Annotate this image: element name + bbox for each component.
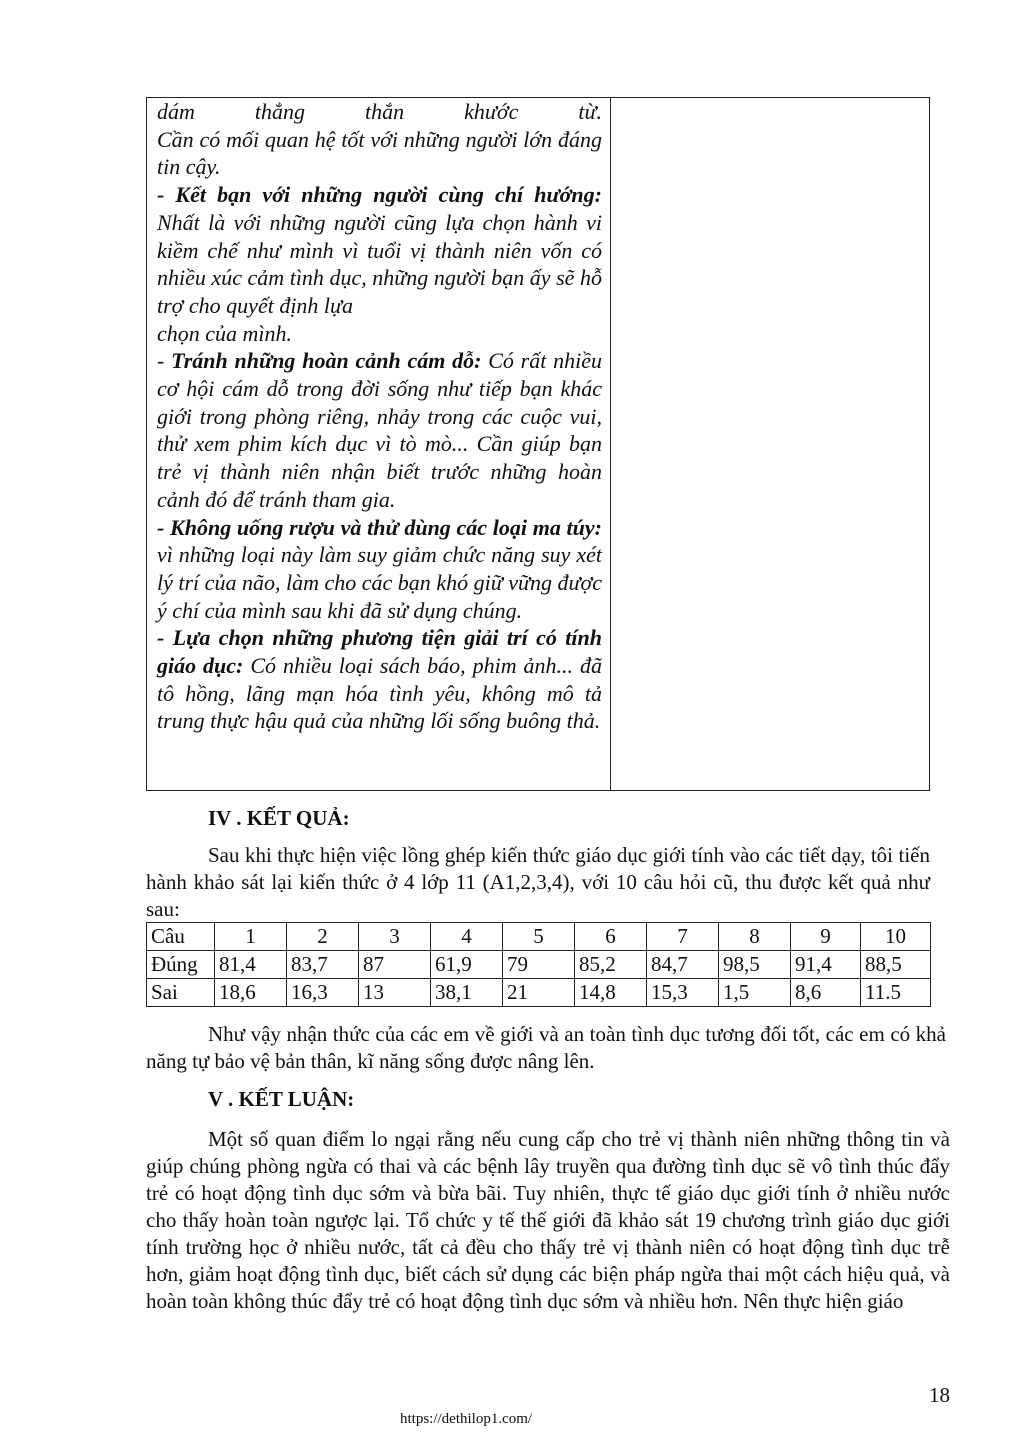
box-paragraph [157,320,602,348]
paragraph-text: Cần có mối quan hệ tốt với những người lớn đáng tin cậy. [157,126,602,180]
paragraph-text: chọn của mình. [157,320,293,346]
table-cell: 16,3 [287,979,359,1007]
table-cell: 2 [287,923,359,951]
content-table-box [146,97,930,791]
table-cell: 98,5 [719,951,791,979]
table-cell: 85,2 [575,951,647,979]
table-cell: 81,4 [215,951,287,979]
table-cell: 3 [359,923,431,951]
paragraph-text: Có rất nhiều cơ hội cám dỗ trong đời sống như tiếp bạn khác giới trong phòng riêng, nhảy trong các cuộc vui, thử xem phim kích dục vì tò mò... Cần giúp bạn trẻ vị thành niên nhận biết trước những hoàn cảnh đó để tránh tham gia. [157,348,603,512]
box-right-cell [611,98,929,790]
paragraph-text: - [157,348,172,374]
table-cell: 91,4 [791,951,861,979]
box-left-cell [147,98,611,790]
table-cell: 11.5 [861,979,931,1007]
table-cell: 14,8 [575,979,647,1007]
bold-heading-text: - Lựa chọn những phương tiện giải trí có tính giáo dục: [157,625,602,679]
paragraph-text: dám thẳng thắn khước từ. [157,99,602,124]
table-cell: 18,6 [215,979,287,1007]
results-table [146,922,931,1007]
footer-url: https://dethilop1.com/ [400,1411,533,1427]
bold-heading-text: - Kết bạn với những người cùng chí hướng: [157,182,602,208]
table-cell: 61,9 [431,951,503,979]
table-cell: 13 [359,979,431,1007]
box-paragraph [157,347,602,513]
paragraph-text: Có nhiều loại sách báo, phim ảnh... đã tô hồng, lãng mạn hóa tình yêu, không mô tả trung thực hậu quả của những lối sống buông thả. [157,653,602,734]
table-row [147,979,931,1007]
section-4-conclusion: Như vậy nhận thức của các em về giới và an toàn tình dục tương đối tốt, các em có khả năng tự bảo vệ bản thân, kĩ năng sống được nâng lên. [146,1022,946,1073]
box-paragraph [157,181,602,320]
page-number: 18 [929,1383,950,1407]
table-cell: 21 [503,979,575,1007]
table-row [147,951,931,979]
table-cell: 10 [861,923,931,951]
table-cell: 6 [575,923,647,951]
bold-heading-text: Tránh những hoàn cảnh cám dỗ: [171,348,482,374]
table-cell: 9 [791,923,861,951]
table-row [147,923,931,951]
box-paragraph [157,514,602,625]
section-4-heading: IV . KẾT QUẢ: [208,806,350,830]
table-cell: 1 [215,923,287,951]
table-cell: Sai [147,979,215,1007]
table-cell: 4 [431,923,503,951]
section-5-heading: V . KẾT LUẬN: [208,1087,355,1111]
section-4-intro: Sau khi thực hiện việc lồng ghép kiến thức giáo dục giới tính vào các tiết dạy, tôi tiến hành khảo sát lại kiến thức ở 4 lớp 11 (A1,2,3,4), với 10 câu hỏi cũ, thu được kết quả như sau: [146,843,930,921]
table-cell: 8 [719,923,791,951]
box-paragraph [157,624,602,735]
table-cell: 5 [503,923,575,951]
table-cell: 79 [503,951,575,979]
table-cell: 38,1 [431,979,503,1007]
table-cell: 7 [647,923,719,951]
paragraph-text: Nhất là với những người cũng lựa chọn hành vi kiềm chế như mình vì tuổi vị thành niên vốn có nhiều xúc cảm tình dục, những người bạn ấy sẽ hỗ trợ cho quyết định lựa [157,209,602,318]
table-cell: 1,5 [719,979,791,1007]
table-cell: 8,6 [791,979,861,1007]
bold-heading-text: - Không uống rượu và thử dùng các loại ma túy: [157,514,602,540]
table-cell: 83,7 [287,951,359,979]
paragraph-text: vì những loại này làm suy giảm chức năng suy xét lý trí của não, làm cho các bạn khó giữ vững được ý chí của mình sau khi đã sử dụng chúng. [157,542,602,623]
section-5-body: Một số quan điểm lo ngại rằng nếu cung cấp cho trẻ vị thành niên những thông tin và giúp chúng phòng ngừa có thai và các bệnh lây truyền qua đường tình dục sẽ vô tình thúc đẩy trẻ có hoạt động tình dục sớm và bừa bãi. Tuy nhiên, thực tế giáo dục giới tính ở nhiều nước cho thấy hoàn toàn ngược lại. Tổ chức y tế thế giới đã khảo sát 19 chương trình giáo dục giới tính trường học ở nhiều nước, tất cả đều cho thấy trẻ vị thành niên có hoạt động tình dục trễ hơn, giảm hoạt động tình dục, biết cách sử dụng các biện pháp ngừa thai một cách hiệu quả, và hoàn toàn không thúc đẩy trẻ có hoạt động tình dục sớm và nhiều hơn. Nên thực hiện giáo [146,1127,950,1313]
table-cell: Câu [147,923,215,951]
table-cell: 15,3 [647,979,719,1007]
table-cell: 87 [359,951,431,979]
box-paragraph [157,126,602,181]
table-cell: 84,7 [647,951,719,979]
table-cell: Đúng [147,951,215,979]
table-cell: 88,5 [861,951,931,979]
box-paragraph [157,98,602,126]
